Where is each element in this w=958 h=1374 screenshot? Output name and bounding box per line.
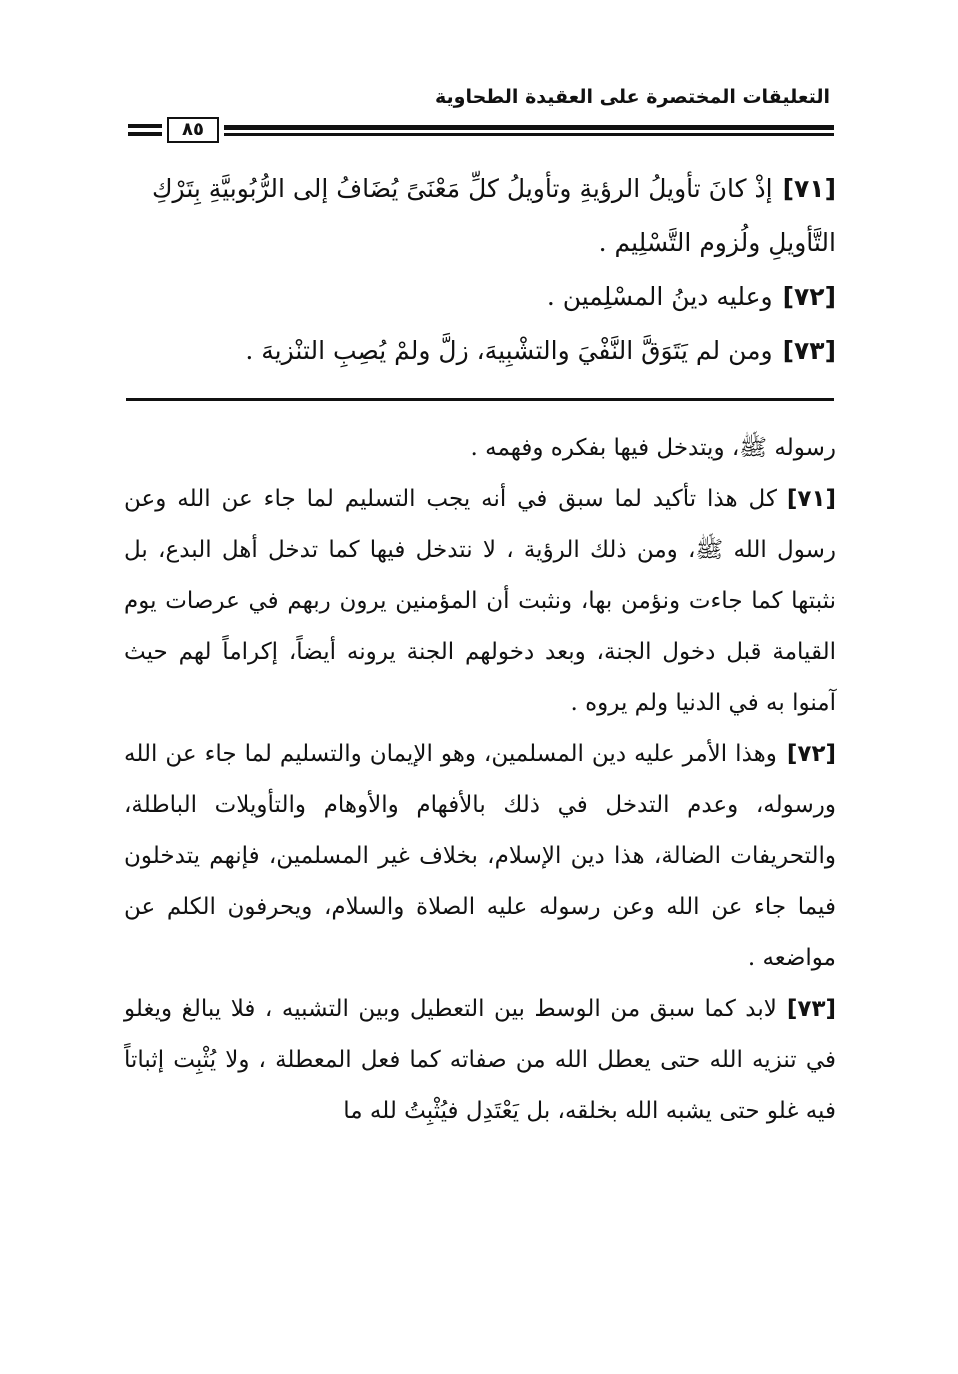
paragraph-text: وهذا الأمر عليه دين المسلمين، وهو الإيمان والتسليم لما جاء عن الله ورسوله، وعدم التدخل في ذلك بالأفهام والأوهام والتأويلات الباطلة، والتحريفات الضالة، هذا دين الإسلام، بخلاف غير المسلمين، فإنهم يتدخلون فيما جاء عن الله وعن رسوله عليه الصلاة والسلام، ويحرفون الكلم عن مواضعه . xyxy=(124,741,836,971)
rule-segment xyxy=(128,124,162,128)
paragraph-text: وعليه دينُ المسْلِمين . xyxy=(546,282,773,311)
matn-paragraph xyxy=(124,324,836,378)
paragraph-text: كل هذا تأكيد لما سبق في أنه يجب التسليم لما جاء عن الله وعن رسول الله ﷺ، ومن ذلك الرؤية ، لا نتدخل فيها كما تدخل أهل البدع، بل نثبتها كما جاءت ونؤمن بها، ونثبت أن المؤمنين يرون ربهم في عرصات يوم القيامة قبل دخول الجنة، وبعد دخولهم الجنة يرونه أيضاً، إكراماً لهم حيث آمنوا به في الدنيا ولم يروه . xyxy=(124,486,836,716)
paragraph-number: [٧٣] xyxy=(786,996,836,1022)
matn-paragraph xyxy=(124,162,836,270)
matn-paragraph xyxy=(124,270,836,324)
commentary-paragraph xyxy=(124,729,836,984)
running-header: التعليقات المختصرة على العقيدة الطحاوية xyxy=(435,86,830,108)
commentary-paragraph xyxy=(124,474,836,729)
header-rule xyxy=(128,117,834,147)
page-number: ٨٥ xyxy=(167,117,219,143)
paragraph-text: إذْ كانَ تأويلُ الرؤيةِ وتأويلُ كلِّ مَعْنَىً يُضَافُ إلى الرُّبُوبيَّةِ بِتَرْكِ التَّأويلِ ولُزوم التَّسْلِيم . xyxy=(151,174,836,257)
commentary-paragraph xyxy=(124,984,836,1137)
paragraph-text: ومن لم يَتَوَقَّ النَّفْيَ والتشْبِيهَ، زلَّ ولمْ يُصِبِ التنْزيهَ . xyxy=(245,336,773,365)
paragraph-number: [٧١] xyxy=(786,486,836,512)
paragraph-number: [٧٢] xyxy=(782,282,836,311)
paragraph-number: [٧٢] xyxy=(786,741,836,767)
rule-segment xyxy=(128,132,162,136)
rule-segment xyxy=(224,133,834,136)
matn-text xyxy=(124,162,836,378)
paragraph-number: [٧١] xyxy=(782,174,836,203)
commentary-paragraph xyxy=(124,423,836,474)
rule-segment xyxy=(224,125,834,130)
paragraph-number: [٧٣] xyxy=(782,336,836,365)
section-divider xyxy=(126,398,834,401)
paragraph-text: لابد كما سبق من الوسط بين التعطيل وبين التشبيه ، فلا يبالغ ويغلو في تنزيه الله حتى يعطل الله من صفاته كما فعل المعطلة ، ولا يُثْبِت إثباتاً فيه غلو حتى يشبه الله بخلقه، بل يَعْتَدِل فيُثْبِتُ لله ما xyxy=(124,996,836,1124)
paragraph-text: رسوله ﷺ، ويتدخل فيها بفكره وفهمه . xyxy=(470,435,836,461)
commentary-text xyxy=(124,423,836,1137)
